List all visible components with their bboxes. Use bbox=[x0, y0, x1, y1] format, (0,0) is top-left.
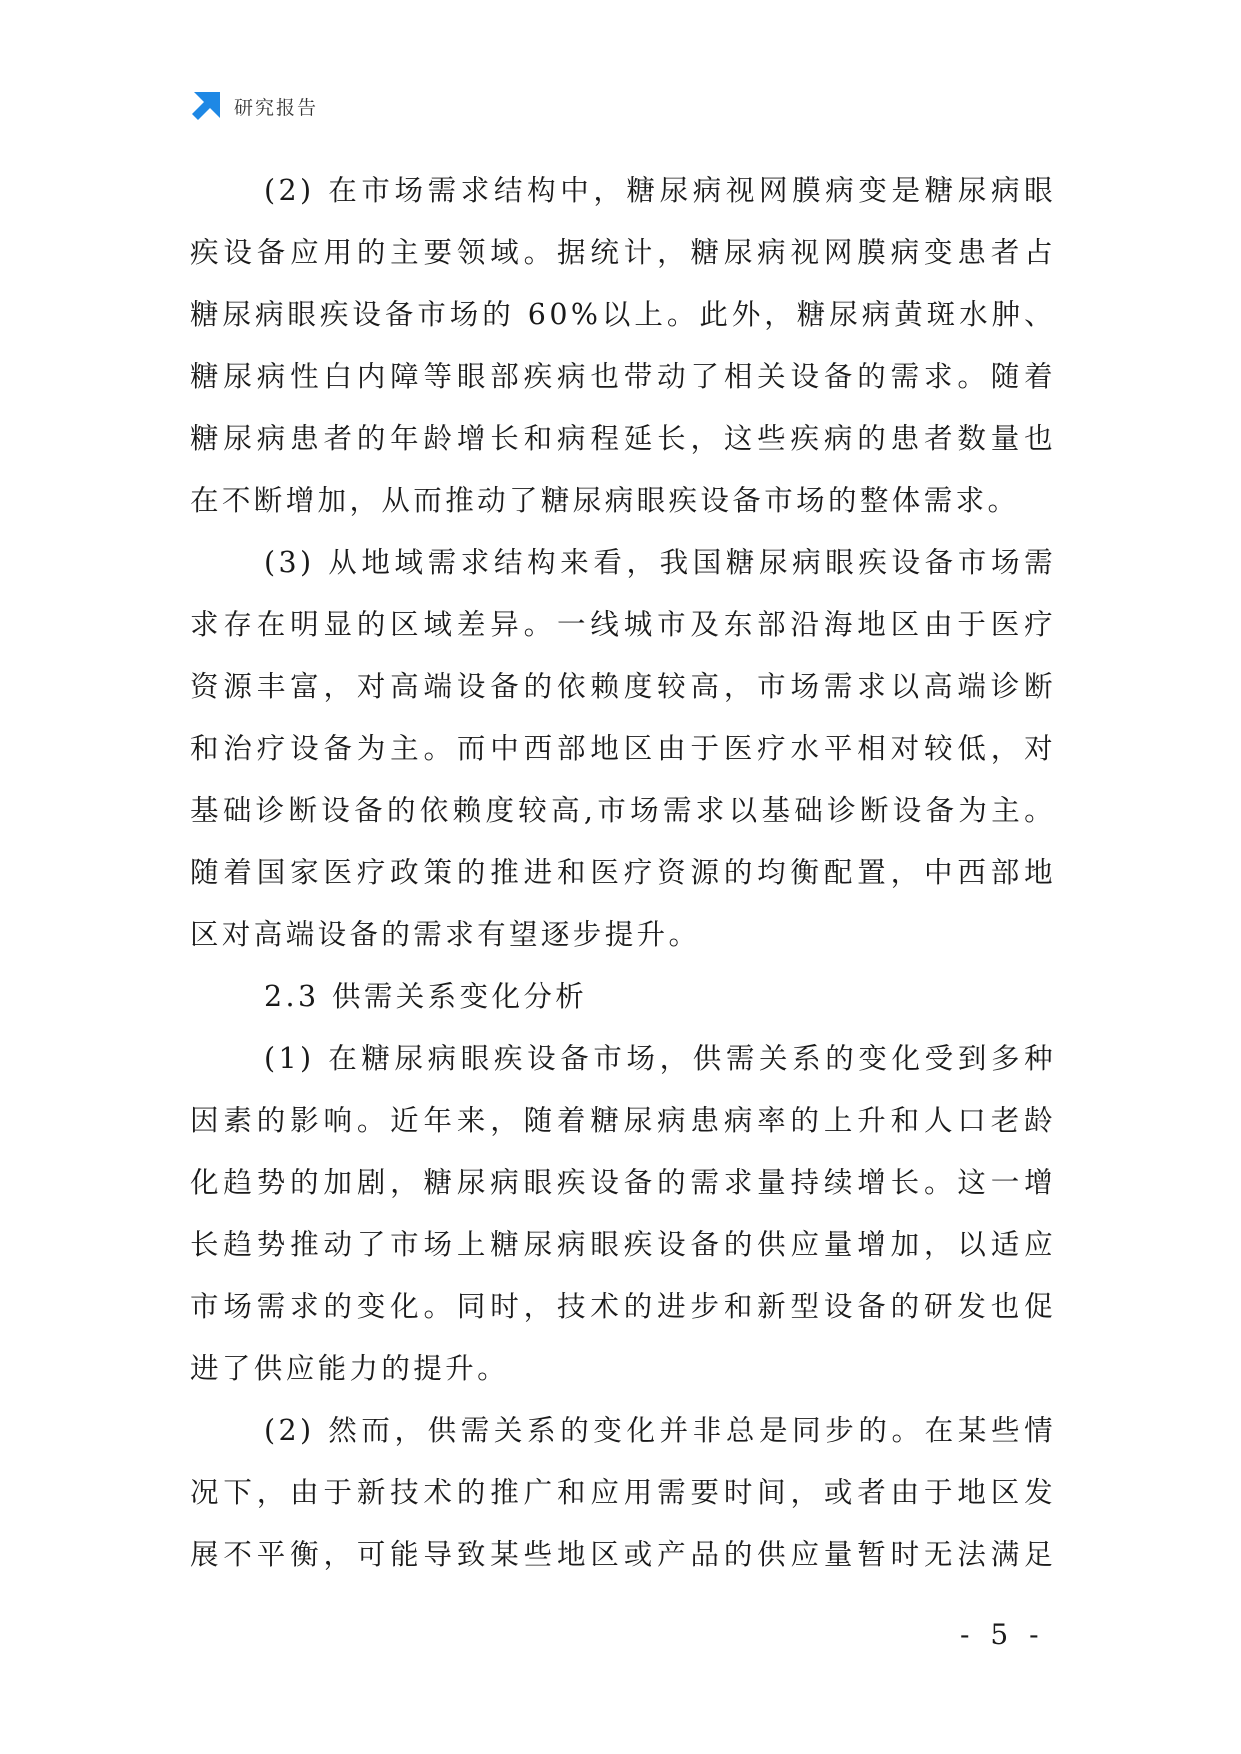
text-line: 求存在明显的区域差异。一线城市及东部沿海地区由于医疗 bbox=[190, 608, 1056, 641]
paragraph-demand-structure bbox=[190, 160, 1056, 532]
text-line: 因素的影响。近年来，随着糖尿病患病率的上升和人口老龄 bbox=[190, 1104, 1056, 1137]
text-line: (2) 然而，供需关系的变化并非总是同步的。在某些情 bbox=[264, 1414, 1056, 1447]
text-line: 区对高端设备的需求有望逐步提升。 bbox=[190, 918, 701, 951]
text-line: (3) 从地域需求结构来看，我国糖尿病眼疾设备市场需 bbox=[264, 546, 1056, 579]
text-line: 资源丰富，对高端设备的依赖度较高，市场需求以高端诊断 bbox=[190, 670, 1056, 703]
text-line: 况下，由于新技术的推广和应用需要时间，或者由于地区发 bbox=[190, 1476, 1056, 1509]
text-line: 糖尿病患者的年龄增长和病程延长，这些疾病的患者数量也 bbox=[190, 422, 1056, 455]
text-line: 化趋势的加剧，糖尿病眼疾设备的需求量持续增长。这一增 bbox=[190, 1166, 1056, 1199]
text-line: 在不断增加，从而推动了糖尿病眼疾设备市场的整体需求。 bbox=[190, 484, 1020, 517]
page-number: - 5 - bbox=[960, 1618, 1045, 1651]
text-line: 随着国家医疗政策的推进和医疗资源的均衡配置，中西部地 bbox=[190, 856, 1056, 889]
text-line: 展不平衡，可能导致某些地区或产品的供应量暂时无法满足 bbox=[190, 1538, 1056, 1571]
text-line: 进了供应能力的提升。 bbox=[190, 1352, 510, 1385]
text-line: 糖尿病眼疾设备市场的 60%以上。此外，糖尿病黄斑水肿、 bbox=[190, 298, 1056, 331]
paragraph-supply-demand-imbalance bbox=[190, 1400, 1056, 1586]
section-heading: 2.3 供需关系变化分析 bbox=[264, 980, 588, 1013]
paragraph-regional-demand bbox=[190, 532, 1056, 966]
text-line: (1) 在糖尿病眼疾设备市场，供需关系的变化受到多种 bbox=[264, 1042, 1056, 1075]
text-line: 疾设备应用的主要领域。据统计，糖尿病视网膜病变患者占 bbox=[190, 236, 1056, 269]
text-line: (2) 在市场需求结构中，糖尿病视网膜病变是糖尿病眼 bbox=[264, 174, 1056, 207]
page-header bbox=[190, 88, 318, 124]
text-line: 糖尿病性白内障等眼部疾病也带动了相关设备的需求。随着 bbox=[190, 360, 1056, 393]
text-line: 市场需求的变化。同时，技术的进步和新型设备的研发也促 bbox=[190, 1290, 1056, 1323]
text-line: 和治疗设备为主。而中西部地区由于医疗水平相对较低，对 bbox=[190, 732, 1056, 765]
paragraph-supply-demand-factors bbox=[190, 1028, 1056, 1400]
arrow-logo-icon bbox=[190, 90, 222, 122]
text-line: 基础诊断设备的依赖度较高,市场需求以基础诊断设备为主。 bbox=[190, 794, 1056, 827]
text-line: 长趋势推动了市场上糖尿病眼疾设备的供应量增加，以适应 bbox=[190, 1228, 1056, 1261]
header-title: 研究报告 bbox=[234, 96, 319, 119]
document-body bbox=[190, 160, 1056, 1586]
